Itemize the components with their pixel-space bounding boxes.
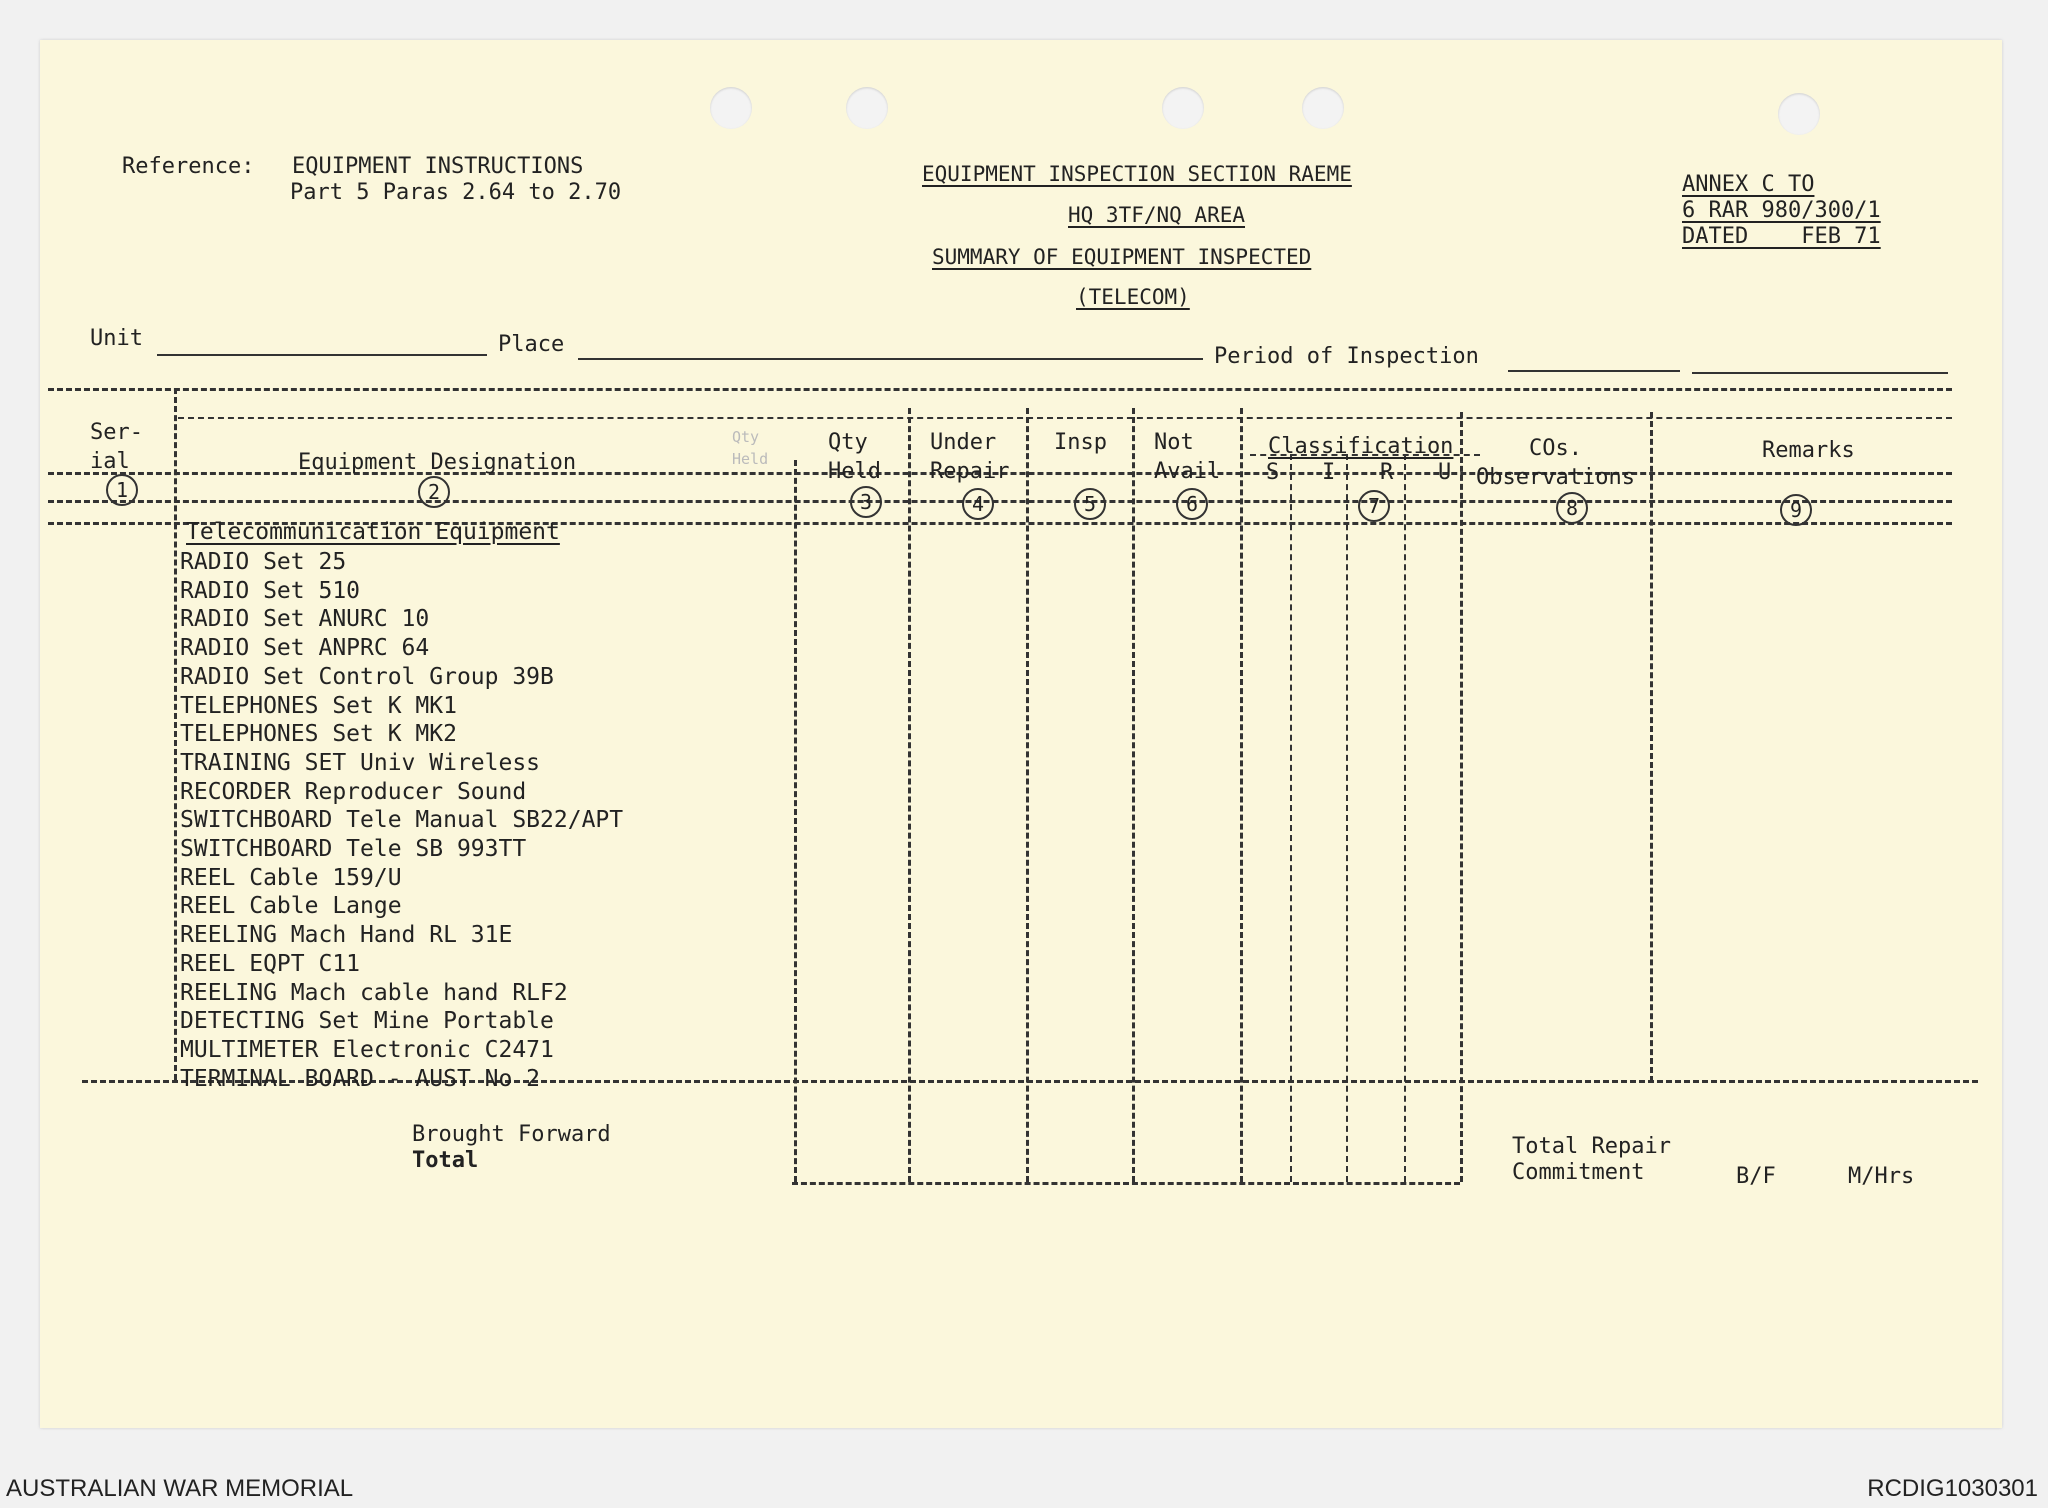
col-rule-r (1404, 454, 1406, 1182)
equipment-item: RADIO Set ANPRC 64 (180, 635, 430, 662)
title-section: EQUIPMENT INSPECTION SECTION RAEME (922, 162, 1352, 186)
col-number-1: 1 (106, 474, 138, 506)
col-rule-avail (1240, 408, 1243, 1182)
col-rule-s (1290, 454, 1292, 1182)
col-number-4: 4 (962, 488, 994, 520)
col-number-9: 9 (1780, 494, 1812, 526)
table-top-rule (48, 388, 1952, 391)
equipment-item: RADIO Set 510 (180, 577, 361, 604)
place-field[interactable] (578, 358, 1203, 360)
totals-bottom-rule (792, 1182, 1460, 1185)
col-header-designation: Equipment Designation (298, 450, 577, 475)
col-header-insp: Insp (1054, 430, 1107, 455)
col-header-class-r: R (1380, 460, 1394, 485)
equipment-item: SWITCHBOARD Tele SB 993TT (180, 836, 527, 863)
col-rule-insp (1132, 408, 1135, 1182)
equipment-item: TELEPHONES Set K MK2 (180, 721, 457, 748)
title-telecom: (TELECOM) (1076, 285, 1190, 309)
col-number-3: 3 (850, 486, 882, 518)
equipment-list (180, 548, 623, 1093)
equipment-item: SWITCHBOARD Tele Manual SB22/APT (180, 807, 624, 834)
col-number-2: 2 (418, 476, 450, 508)
equipment-item: MULTIMETER Electronic C2471 (180, 1036, 554, 1063)
col-header-remarks: Remarks (1762, 438, 1855, 463)
punch-hole (710, 87, 752, 129)
col-header-class-i: I (1322, 460, 1336, 485)
col-header-cos-observations: COs. Observations (1476, 436, 1635, 490)
annex-line-2: 6 RAR 980/300/1 (1682, 198, 1881, 223)
mhrs-label: M/Hrs (1848, 1164, 1915, 1189)
footer-record-id: RCDIG1030301 (1867, 1475, 2038, 1502)
reference-label: Reference: (122, 154, 255, 179)
punch-hole (1778, 93, 1820, 135)
total-repair-label: Total Repair (1512, 1134, 1671, 1159)
col-rule-designation (794, 460, 797, 1182)
col-header-serial: Ser- ial (90, 420, 143, 474)
col-header-class-u: U (1438, 460, 1452, 485)
col-rule-obs (1650, 412, 1653, 1082)
equipment-item: RADIO Set 25 (180, 549, 347, 575)
equipment-item: REEL Cable 159/U (180, 864, 402, 891)
col-rule-qty (908, 408, 911, 1182)
equipment-item: RADIO Set ANURC 10 (180, 606, 430, 633)
period-label: Period of Inspection (1214, 344, 1479, 369)
col-rule-repair (1026, 408, 1029, 1182)
header-divider-2 (48, 500, 1952, 503)
equipment-item: REELING Mach cable hand RLF2 (180, 979, 568, 1006)
footer-archive-name: AUSTRALIAN WAR MEMORIAL (6, 1475, 354, 1502)
annex-line-3: DATED FEB 71 (1682, 224, 1881, 249)
col-rule-serial (174, 388, 177, 1080)
annex-line-1: ANNEX C TO (1682, 172, 1815, 197)
punch-hole (1302, 87, 1344, 129)
equipment-item: TERMINAL BOARD - AUST No 2 (180, 1065, 541, 1092)
col-header-classification: Classification (1268, 434, 1454, 459)
place-label: Place (498, 332, 565, 357)
equipment-item: TELEPHONES Set K MK1 (180, 692, 457, 719)
reference-line-2: Part 5 Paras 2.64 to 2.70 (290, 180, 622, 205)
equipment-item: DETECTING Set Mine Portable (180, 1008, 554, 1035)
bf-label: B/F (1736, 1164, 1776, 1189)
punch-hole (1162, 87, 1204, 129)
equipment-item: REELING Mach Hand RL 31E (180, 922, 513, 949)
equipment-item: REEL Cable Lange (180, 893, 402, 920)
col-header-qty-faint: Qty Held (732, 428, 769, 468)
total-label: Total (412, 1148, 479, 1173)
col-number-6: 6 (1176, 488, 1208, 520)
reference-line-1: EQUIPMENT INSTRUCTIONS (292, 154, 584, 179)
title-hq: HQ 3TF/NQ AREA (1068, 203, 1246, 227)
brought-forward-label: Brought Forward (412, 1122, 611, 1147)
col-header-not-avail: Not Avail (1154, 430, 1221, 484)
document-page (40, 40, 2002, 1428)
equipment-item: TRAINING SET Univ Wireless (180, 749, 541, 776)
col-number-8: 8 (1556, 492, 1588, 524)
equipment-item: REEL EQPT C11 (180, 950, 361, 977)
punch-hole (846, 87, 888, 129)
col-number-5: 5 (1074, 488, 1106, 520)
unit-label: Unit (90, 326, 143, 351)
commitment-label: Commitment (1512, 1160, 1645, 1185)
col-rule-i (1346, 454, 1348, 1182)
col-header-class-s: S (1266, 460, 1280, 485)
col-header-under-repair: Under Repair (930, 430, 1010, 484)
unit-field[interactable] (157, 354, 487, 356)
equipment-item: RADIO Set Control Group 39B (180, 663, 554, 690)
col-rule-class (1460, 412, 1463, 1182)
equipment-item: RECORDER Reproducer Sound (180, 778, 527, 805)
title-summary: SUMMARY OF EQUIPMENT INSPECTED (932, 245, 1312, 269)
period-field-1[interactable] (1508, 370, 1680, 372)
col-number-7: 7 (1358, 490, 1390, 522)
table-top-rule-2 (178, 417, 1952, 419)
period-field-2[interactable] (1692, 372, 1948, 374)
equipment-heading: Telecommunication Equipment (186, 519, 560, 545)
col-header-qty-held: Qty Held (828, 430, 881, 484)
